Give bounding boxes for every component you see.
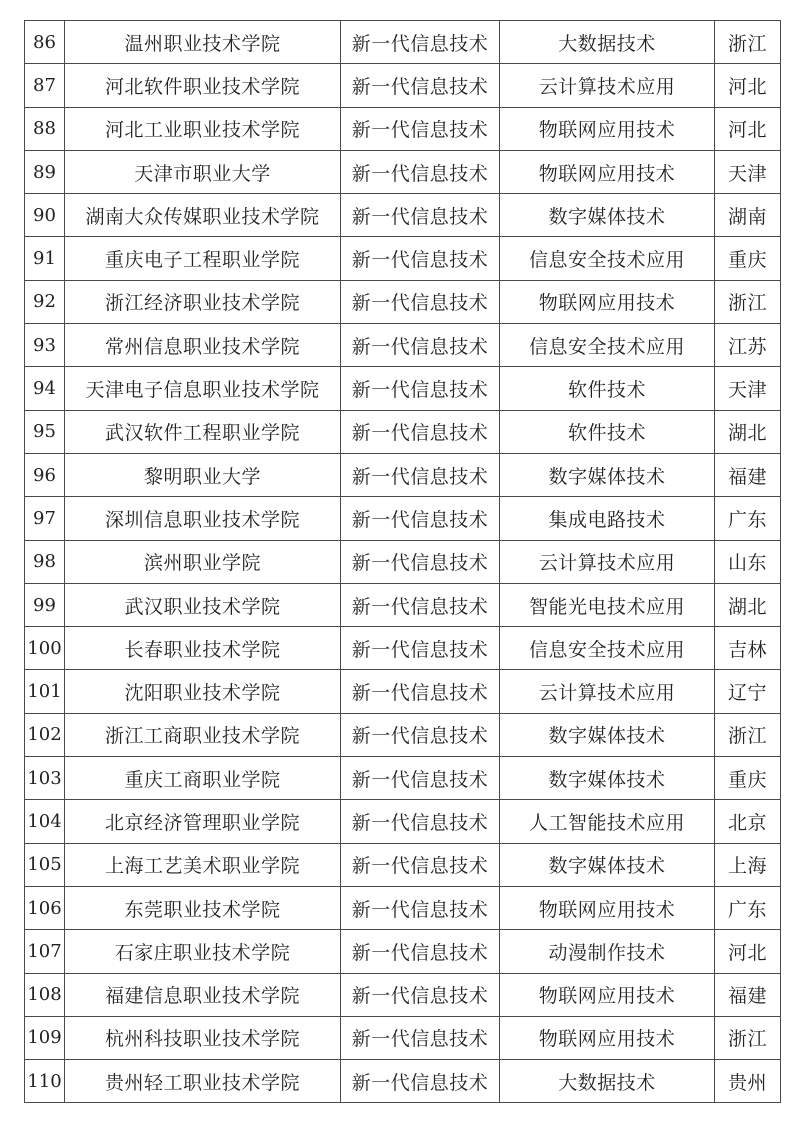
major-cell: 动漫制作技术 [500, 930, 715, 973]
industry-field-cell: 新一代信息技术 [341, 21, 500, 64]
row-number-cell: 101 [25, 670, 65, 713]
row-number-cell: 86 [25, 21, 65, 64]
table-row [25, 886, 781, 929]
major-cell: 云计算技术应用 [500, 540, 715, 583]
row-number-cell: 107 [25, 930, 65, 973]
row-number-cell: 92 [25, 280, 65, 323]
province-cell: 重庆 [715, 237, 781, 280]
major-cell: 软件技术 [500, 410, 715, 453]
table-row [25, 800, 781, 843]
school-name-cell: 滨州职业学院 [65, 540, 341, 583]
school-name-cell: 上海工艺美术职业学院 [65, 843, 341, 886]
industry-field-cell: 新一代信息技术 [341, 280, 500, 323]
table-row [25, 367, 781, 410]
row-number-cell: 89 [25, 150, 65, 193]
province-cell: 浙江 [715, 713, 781, 756]
table-row [25, 280, 781, 323]
table-row [25, 107, 781, 150]
province-cell: 广东 [715, 886, 781, 929]
table-row [25, 194, 781, 237]
industry-field-cell: 新一代信息技术 [341, 1016, 500, 1059]
industry-field-cell: 新一代信息技术 [341, 194, 500, 237]
province-cell: 吉林 [715, 627, 781, 670]
province-cell: 贵州 [715, 1060, 781, 1103]
school-name-cell: 石家庄职业技术学院 [65, 930, 341, 973]
table-row [25, 497, 781, 540]
table-row [25, 973, 781, 1016]
major-cell: 信息安全技术应用 [500, 627, 715, 670]
school-name-cell: 武汉软件工程职业学院 [65, 410, 341, 453]
school-name-cell: 重庆工商职业学院 [65, 757, 341, 800]
row-number-cell: 90 [25, 194, 65, 237]
school-name-cell: 东莞职业技术学院 [65, 886, 341, 929]
province-cell: 河北 [715, 107, 781, 150]
province-cell: 天津 [715, 367, 781, 410]
industry-field-cell: 新一代信息技术 [341, 757, 500, 800]
major-cell: 数字媒体技术 [500, 843, 715, 886]
row-number-cell: 96 [25, 453, 65, 496]
major-cell: 软件技术 [500, 367, 715, 410]
industry-field-cell: 新一代信息技术 [341, 886, 500, 929]
school-name-cell: 沈阳职业技术学院 [65, 670, 341, 713]
row-number-cell: 104 [25, 800, 65, 843]
school-name-cell: 黎明职业大学 [65, 453, 341, 496]
major-cell: 物联网应用技术 [500, 280, 715, 323]
row-number-cell: 109 [25, 1016, 65, 1059]
industry-field-cell: 新一代信息技术 [341, 540, 500, 583]
school-name-cell: 河北工业职业技术学院 [65, 107, 341, 150]
industry-field-cell: 新一代信息技术 [341, 583, 500, 626]
industry-field-cell: 新一代信息技术 [341, 930, 500, 973]
province-cell: 福建 [715, 453, 781, 496]
province-cell: 湖南 [715, 194, 781, 237]
school-name-cell: 浙江工商职业技术学院 [65, 713, 341, 756]
table-row [25, 410, 781, 453]
industry-field-cell: 新一代信息技术 [341, 150, 500, 193]
row-number-cell: 88 [25, 107, 65, 150]
table-row [25, 930, 781, 973]
province-cell: 浙江 [715, 21, 781, 64]
industry-field-cell: 新一代信息技术 [341, 453, 500, 496]
row-number-cell: 106 [25, 886, 65, 929]
schools-table [24, 20, 781, 1103]
industry-field-cell: 新一代信息技术 [341, 497, 500, 540]
industry-field-cell: 新一代信息技术 [341, 973, 500, 1016]
major-cell: 物联网应用技术 [500, 1016, 715, 1059]
major-cell: 人工智能技术应用 [500, 800, 715, 843]
row-number-cell: 91 [25, 237, 65, 280]
province-cell: 福建 [715, 973, 781, 1016]
major-cell: 智能光电技术应用 [500, 583, 715, 626]
row-number-cell: 105 [25, 843, 65, 886]
major-cell: 数字媒体技术 [500, 194, 715, 237]
province-cell: 广东 [715, 497, 781, 540]
row-number-cell: 97 [25, 497, 65, 540]
row-number-cell: 87 [25, 64, 65, 107]
table-row [25, 324, 781, 367]
province-cell: 河北 [715, 930, 781, 973]
school-name-cell: 天津市职业大学 [65, 150, 341, 193]
table-row [25, 453, 781, 496]
row-number-cell: 100 [25, 627, 65, 670]
major-cell: 大数据技术 [500, 1060, 715, 1103]
industry-field-cell: 新一代信息技术 [341, 367, 500, 410]
table-row [25, 237, 781, 280]
school-name-cell: 温州职业技术学院 [65, 21, 341, 64]
school-name-cell: 福建信息职业技术学院 [65, 973, 341, 1016]
row-number-cell: 108 [25, 973, 65, 1016]
row-number-cell: 110 [25, 1060, 65, 1103]
school-name-cell: 深圳信息职业技术学院 [65, 497, 341, 540]
industry-field-cell: 新一代信息技术 [341, 627, 500, 670]
industry-field-cell: 新一代信息技术 [341, 107, 500, 150]
table-row [25, 843, 781, 886]
school-name-cell: 贵州轻工职业技术学院 [65, 1060, 341, 1103]
industry-field-cell: 新一代信息技术 [341, 713, 500, 756]
row-number-cell: 93 [25, 324, 65, 367]
row-number-cell: 95 [25, 410, 65, 453]
major-cell: 云计算技术应用 [500, 670, 715, 713]
table-row [25, 1016, 781, 1059]
table-row [25, 627, 781, 670]
industry-field-cell: 新一代信息技术 [341, 843, 500, 886]
province-cell: 湖北 [715, 583, 781, 626]
school-name-cell: 河北软件职业技术学院 [65, 64, 341, 107]
table-row [25, 21, 781, 64]
table-row [25, 670, 781, 713]
major-cell: 云计算技术应用 [500, 64, 715, 107]
table-row [25, 1060, 781, 1103]
school-name-cell: 北京经济管理职业学院 [65, 800, 341, 843]
province-cell: 上海 [715, 843, 781, 886]
row-number-cell: 103 [25, 757, 65, 800]
major-cell: 大数据技术 [500, 21, 715, 64]
major-cell: 数字媒体技术 [500, 757, 715, 800]
major-cell: 信息安全技术应用 [500, 237, 715, 280]
school-name-cell: 浙江经济职业技术学院 [65, 280, 341, 323]
industry-field-cell: 新一代信息技术 [341, 1060, 500, 1103]
province-cell: 重庆 [715, 757, 781, 800]
major-cell: 物联网应用技术 [500, 107, 715, 150]
province-cell: 河北 [715, 64, 781, 107]
school-name-cell: 武汉职业技术学院 [65, 583, 341, 626]
industry-field-cell: 新一代信息技术 [341, 800, 500, 843]
school-name-cell: 长春职业技术学院 [65, 627, 341, 670]
row-number-cell: 102 [25, 713, 65, 756]
row-number-cell: 99 [25, 583, 65, 626]
province-cell: 浙江 [715, 1016, 781, 1059]
major-cell: 物联网应用技术 [500, 973, 715, 1016]
major-cell: 数字媒体技术 [500, 713, 715, 756]
industry-field-cell: 新一代信息技术 [341, 670, 500, 713]
school-name-cell: 杭州科技职业技术学院 [65, 1016, 341, 1059]
province-cell: 湖北 [715, 410, 781, 453]
province-cell: 浙江 [715, 280, 781, 323]
major-cell: 物联网应用技术 [500, 886, 715, 929]
row-number-cell: 98 [25, 540, 65, 583]
table-row [25, 757, 781, 800]
school-name-cell: 湖南大众传媒职业技术学院 [65, 194, 341, 237]
province-cell: 江苏 [715, 324, 781, 367]
industry-field-cell: 新一代信息技术 [341, 410, 500, 453]
province-cell: 天津 [715, 150, 781, 193]
table-row [25, 583, 781, 626]
major-cell: 信息安全技术应用 [500, 324, 715, 367]
table-row [25, 713, 781, 756]
table-body [25, 21, 781, 1103]
major-cell: 数字媒体技术 [500, 453, 715, 496]
row-number-cell: 94 [25, 367, 65, 410]
schools-table-container [24, 20, 780, 1103]
school-name-cell: 天津电子信息职业技术学院 [65, 367, 341, 410]
industry-field-cell: 新一代信息技术 [341, 324, 500, 367]
province-cell: 辽宁 [715, 670, 781, 713]
school-name-cell: 重庆电子工程职业学院 [65, 237, 341, 280]
school-name-cell: 常州信息职业技术学院 [65, 324, 341, 367]
table-row [25, 540, 781, 583]
major-cell: 物联网应用技术 [500, 150, 715, 193]
province-cell: 山东 [715, 540, 781, 583]
table-row [25, 64, 781, 107]
industry-field-cell: 新一代信息技术 [341, 237, 500, 280]
province-cell: 北京 [715, 800, 781, 843]
table-row [25, 150, 781, 193]
major-cell: 集成电路技术 [500, 497, 715, 540]
industry-field-cell: 新一代信息技术 [341, 64, 500, 107]
